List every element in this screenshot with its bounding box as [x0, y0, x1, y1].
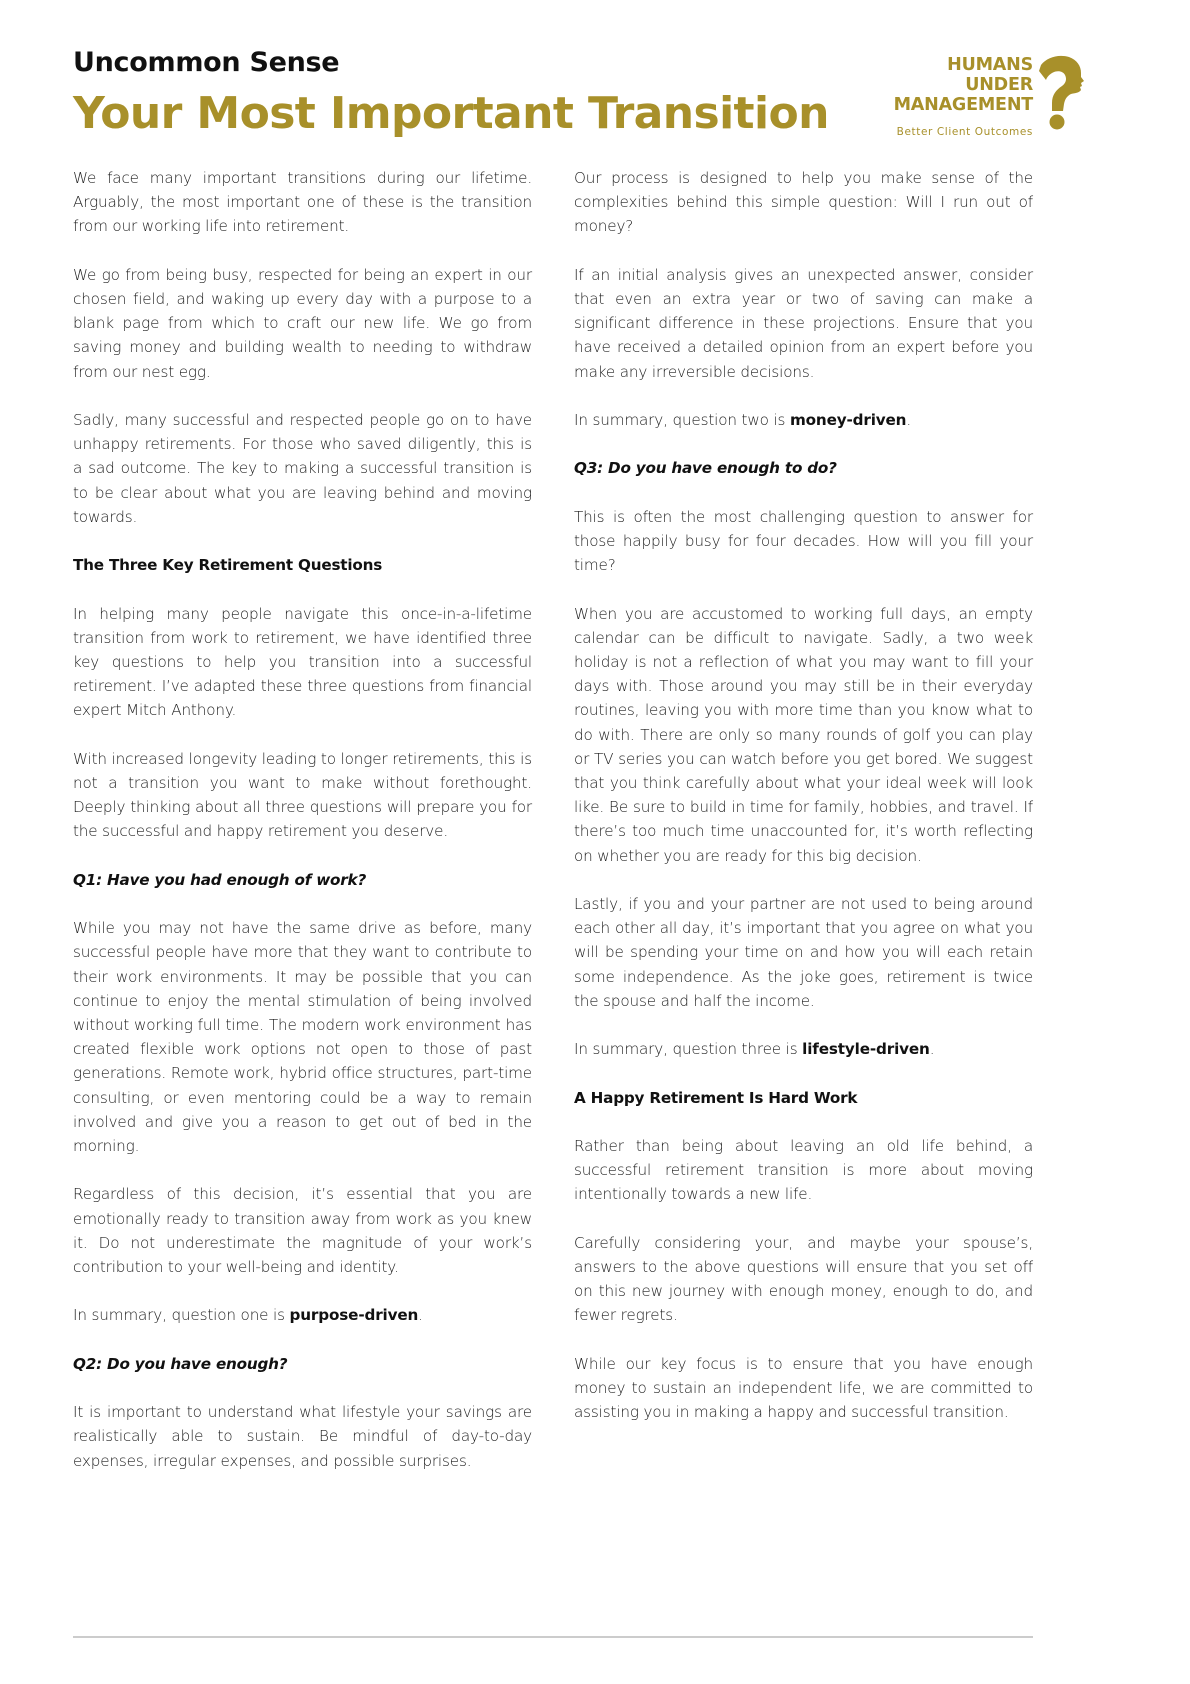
question-heading-q1: Q1: Have you had enough of work? [73, 870, 367, 889]
intro-paragraph: Sadly, many successful and respected people go on to have unhappy retirements. For those who saved diligently, this is a sad outcome. The key to making a successful transition is to be clear about what you are leaving behind and moving towards. [73, 411, 532, 526]
intro-paragraph: We go from being busy, respected for being an expert in our chosen field, and waking up every day with a purpose to a blank page from which to craft our new life. We go from saving money and building wealth to needing to withdraw from our nest egg. [73, 265, 532, 381]
question-mark-face-profile-icon [1037, 55, 1085, 133]
q2-paragraph: If an initial analysis gives an unexpected answer, consider that even an extra year or two of saving can make a significant difference in these projections. Ensure that you have received a detailed opinion from an expert before you make any irreversible decisions. [574, 265, 1033, 381]
question-heading-q3: Q3: Do you have enough to do? [574, 459, 837, 478]
q2-summary [574, 408, 1033, 432]
logo-line: UNDER [965, 75, 1033, 95]
q3-paragraph: Lastly, if you and your partner are not used to being around each other all day, it’s important that you agree on what you will be spending your time on and how you will each retain some independence. As the joke goes, retirement is twice the spouse and half the income. [574, 895, 1033, 1010]
section-paragraph: In helping many people navigate this once-in-a-lifetime transition from work to retirement, we have identified three key questions to help you transition into a successful retirement. I’ve adapted these three questions from financial expert Mitch Anthony. [73, 604, 532, 720]
q1-paragraph: Regardless of this decision, it’s essential that you are emotionally ready to transition away from work as you knew it. Do not underestimate the magnitude of your work’s contribution to your well-being and identity. [73, 1185, 532, 1277]
company-logo [895, 55, 1095, 145]
section-paragraph: With increased longevity leading to longer retirements, this is not a transition you want to make without forethought. Deeply thinking about all three questions will prepare you for the successful and happy retirement you deserve. [73, 749, 532, 841]
footer-divider [73, 1636, 1033, 1638]
logo-tagline: Better Client Outcomes [896, 126, 1033, 138]
closing-paragraph: Carefully considering your, and maybe your spouse’s, answers to the above questions will ensure that you set off on this new journey with enough money, enough to do, and fewer regrets. [574, 1233, 1033, 1325]
summary-suffix: . [906, 411, 911, 429]
summary-keyword: purpose-driven [289, 1306, 419, 1325]
summary-keyword: money-driven [789, 411, 907, 429]
logo-line: HUMANS [947, 55, 1033, 75]
q3-summary [574, 1037, 1033, 1061]
q3-paragraph: When you are accustomed to working full days, an empty calendar can be difficult to navigate. Sadly, a two week holiday is not a reflection of what you may want to fill your days with. Those around you may still be in their everyday routines, leaving you with more time than you know what to do with. There are only so many rounds of golf you can play or TV series you can watch before you get bored. We suggest that you think carefully about what your ideal week will look like. Be sure to build in time for family, hobbies, and travel. If there’s too much time unaccounted for, it’s worth reflecting on whether you are ready for this big decision. [574, 604, 1033, 865]
logo-wordmark [894, 55, 1033, 115]
page-header [73, 0, 1033, 160]
q1-summary [73, 1303, 532, 1327]
summary-prefix: In summary, question two is [574, 411, 790, 429]
logo-line: MANAGEMENT [893, 95, 1033, 115]
summary-suffix: . [418, 1306, 423, 1325]
summary-suffix: . [929, 1040, 935, 1059]
q1-paragraph: While you may not have the same drive as before, many successful people have more that they want to contribute to their work environments. It may be possible that you can continue to enjoy the mental stimulation of being involved without working full time. The modern work environment has created flexible work options not open to those of past generations. Remote work, hybrid office structures, part-time consulting, or even mentoring could be a way to remain involved and give you a reason to get out of bed in the morning. [73, 919, 532, 1156]
right-column [574, 166, 1033, 1497]
document-page [73, 0, 1033, 1684]
q3-paragraph: This is often the most challenging question to answer for those happily busy for four decades. How will you fill your time? [574, 507, 1033, 575]
q2-paragraph: It is important to understand what lifestyle your savings are realistically able to sustain. Be mindful of day-to-day expenses, irregular expenses, and possible surprises. [73, 1403, 532, 1470]
series-title: Uncommon Sense [73, 47, 340, 78]
summary-prefix: In summary, question three is [574, 1040, 803, 1059]
closing-paragraph: While our key focus is to ensure that you have enough money to sustain an independent life, we are committed to assisting you in making a happy and successful transition. [574, 1354, 1033, 1422]
summary-prefix: In summary, question one is [73, 1306, 290, 1325]
closing-heading: A Happy Retirement Is Hard Work [574, 1088, 858, 1107]
article-body [73, 166, 1033, 1497]
page-title: Your Most Important Transition [73, 88, 829, 139]
section-heading: The Three Key Retirement Questions [73, 556, 383, 575]
intro-paragraph: We face many important transitions during our lifetime. Arguably, the most important one of these is the transition from our working life into retirement. [73, 169, 532, 236]
summary-keyword: lifestyle-driven [802, 1040, 930, 1059]
question-heading-q2: Q2: Do you have enough? [73, 1354, 288, 1373]
q2-paragraph: Our process is designed to help you make sense of the complexities behind this simple question: Will I run out of money? [574, 169, 1033, 236]
closing-paragraph: Rather than being about leaving an old life behind, a successful retirement transition is more about moving intentionally towards a new life. [574, 1136, 1033, 1204]
left-column [73, 166, 532, 1497]
